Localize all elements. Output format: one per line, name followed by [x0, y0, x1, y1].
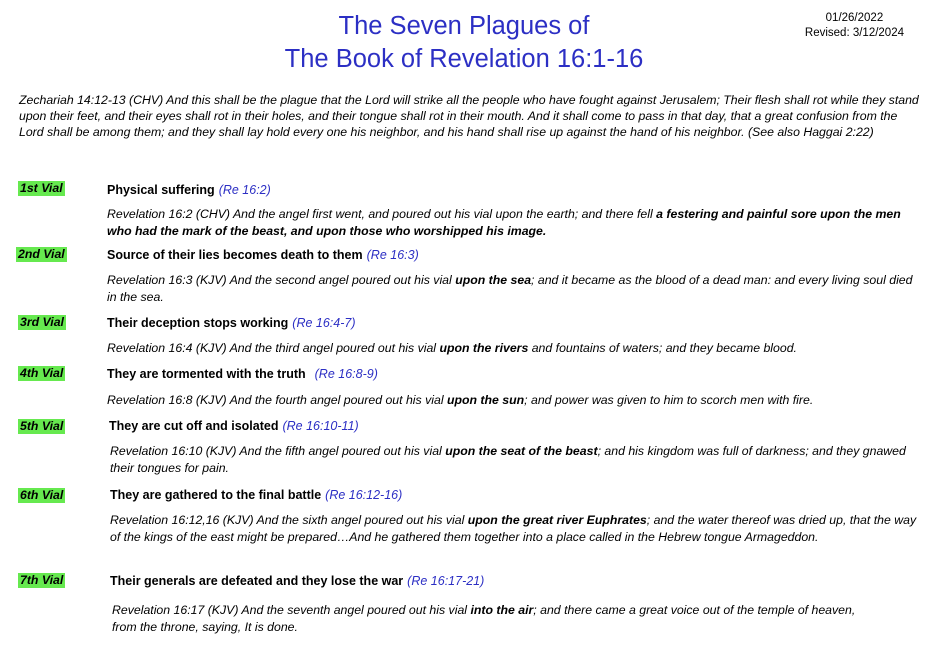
vial-body — [110, 512, 920, 546]
scripture-reference: (Re 16:17-21) — [407, 574, 485, 588]
vial-heading-text: They are cut off and isolated — [109, 419, 279, 433]
title-line-1: The Seven Plagues of — [338, 12, 590, 40]
vial-heading — [107, 315, 356, 331]
body-text: ; and it became as the blood of a dead man: and every living soul died in the sea. — [107, 273, 913, 304]
vial-body — [107, 272, 917, 306]
body-text: Revelation 16:10 (KJV) And the fifth angel poured out his vial — [110, 444, 446, 458]
body-text: and fountains of waters; and they became blood. — [528, 341, 797, 355]
page-title — [0, 10, 928, 76]
body-text: ; and his kingdom was full of darkness; and they gnawed their tongues for pain. — [110, 444, 906, 475]
vial-label: 6th Vial — [20, 488, 64, 502]
body-text: ; and there came a great voice out of the temple of heaven, from the throne, saying, It is done. — [112, 603, 856, 634]
vial-heading — [107, 247, 419, 263]
body-text: ; and power was given to him to scorch men with fire. — [524, 393, 814, 407]
vial-label: 4th Vial — [20, 366, 64, 380]
created-date: 01/26/2022 — [825, 12, 884, 24]
intro-paragraph: Zechariah 14:12-13 (CHV) And this shall be the plague that the Lord will strike all the people who have fought against Jerusalem; Their flesh shall rot while they stand upon their feet, and their eyes shall rot in their holes, and their tongue shall rot in their mouth. And it shall come to pass in that day, that a great confusion from the Lord shall be among them; and they shall lay hold every one his neighbor, and his hand shall rise up against the hand of his neighbor. (See also Haggai 2:22) — [19, 93, 919, 139]
vial-body — [107, 340, 917, 357]
vial-label: 2nd Vial — [18, 247, 65, 261]
scripture-reference: (Re 16:4-7) — [292, 316, 356, 330]
vial-heading-text: They are gathered to the final battle — [110, 488, 322, 502]
vial-heading — [110, 573, 484, 589]
body-text: Revelation 16:17 (KJV) And the seventh angel poured out his vial — [112, 603, 471, 617]
vial-body — [112, 602, 872, 636]
vial-heading-text: Physical suffering — [107, 183, 215, 197]
body-text: Revelation 16:2 (CHV) And the angel first went, and poured out his vial upon the earth; and there fell — [107, 207, 657, 221]
vial-label: 3rd Vial — [20, 315, 64, 329]
body-emphasis: a festering and painful sore upon the men who had the mark of the beast, and upon those who worshipped his image. — [107, 207, 901, 238]
revised-date: Revised: 3/12/2024 — [804, 27, 904, 39]
body-emphasis: upon the sea — [455, 273, 532, 287]
body-text: Revelation 16:3 (KJV) And the second angel poured out his vial — [107, 273, 456, 287]
body-emphasis: into the air — [470, 603, 534, 617]
body-emphasis: upon the seat of the beast — [445, 444, 598, 458]
scripture-reference: (Re 16:8-9) — [314, 367, 378, 381]
scripture-reference: (Re 16:12-16) — [325, 488, 403, 502]
vial-heading-text: Their generals are defeated and they lose the war — [110, 574, 404, 588]
vial-heading — [110, 487, 402, 503]
vial-body — [107, 392, 917, 409]
vial-body — [110, 443, 920, 477]
body-text: Revelation 16:12,16 (KJV) And the sixth angel poured out his vial — [110, 513, 468, 527]
vial-heading-text: Source of their lies becomes death to them — [107, 248, 363, 262]
vial-heading-text: Their deception stops working — [107, 316, 289, 330]
vial-label: 1st Vial — [20, 181, 63, 195]
body-emphasis: upon the great river Euphrates — [467, 513, 647, 527]
vial-heading — [107, 366, 378, 382]
date-block — [805, 11, 904, 41]
title-line-2: The Book of Revelation 16:1-16 — [284, 45, 644, 73]
vial-body — [107, 206, 917, 240]
body-text: Revelation 16:4 (KJV) And the third angel poured out his vial — [107, 341, 440, 355]
body-text: ; and the water thereof was dried up, that the way of the kings of the east might be prepared…And he gathered them together into a place called in the Hebrew tongue Armageddon. — [110, 513, 917, 544]
vial-heading-text: They are tormented with the truth — [107, 367, 306, 381]
vial-heading — [109, 418, 359, 434]
vial-label: 7th Vial — [20, 573, 64, 587]
body-text: Revelation 16:8 (KJV) And the fourth angel poured out his vial — [107, 393, 447, 407]
body-emphasis: upon the rivers — [439, 341, 529, 355]
body-emphasis: upon the sun — [446, 393, 525, 407]
scripture-reference: (Re 16:10-11) — [282, 419, 359, 433]
scripture-reference: (Re 16:3) — [366, 248, 419, 262]
vial-heading — [107, 182, 271, 198]
scripture-reference: (Re 16:2) — [218, 183, 271, 197]
vial-label: 5th Vial — [20, 419, 64, 433]
